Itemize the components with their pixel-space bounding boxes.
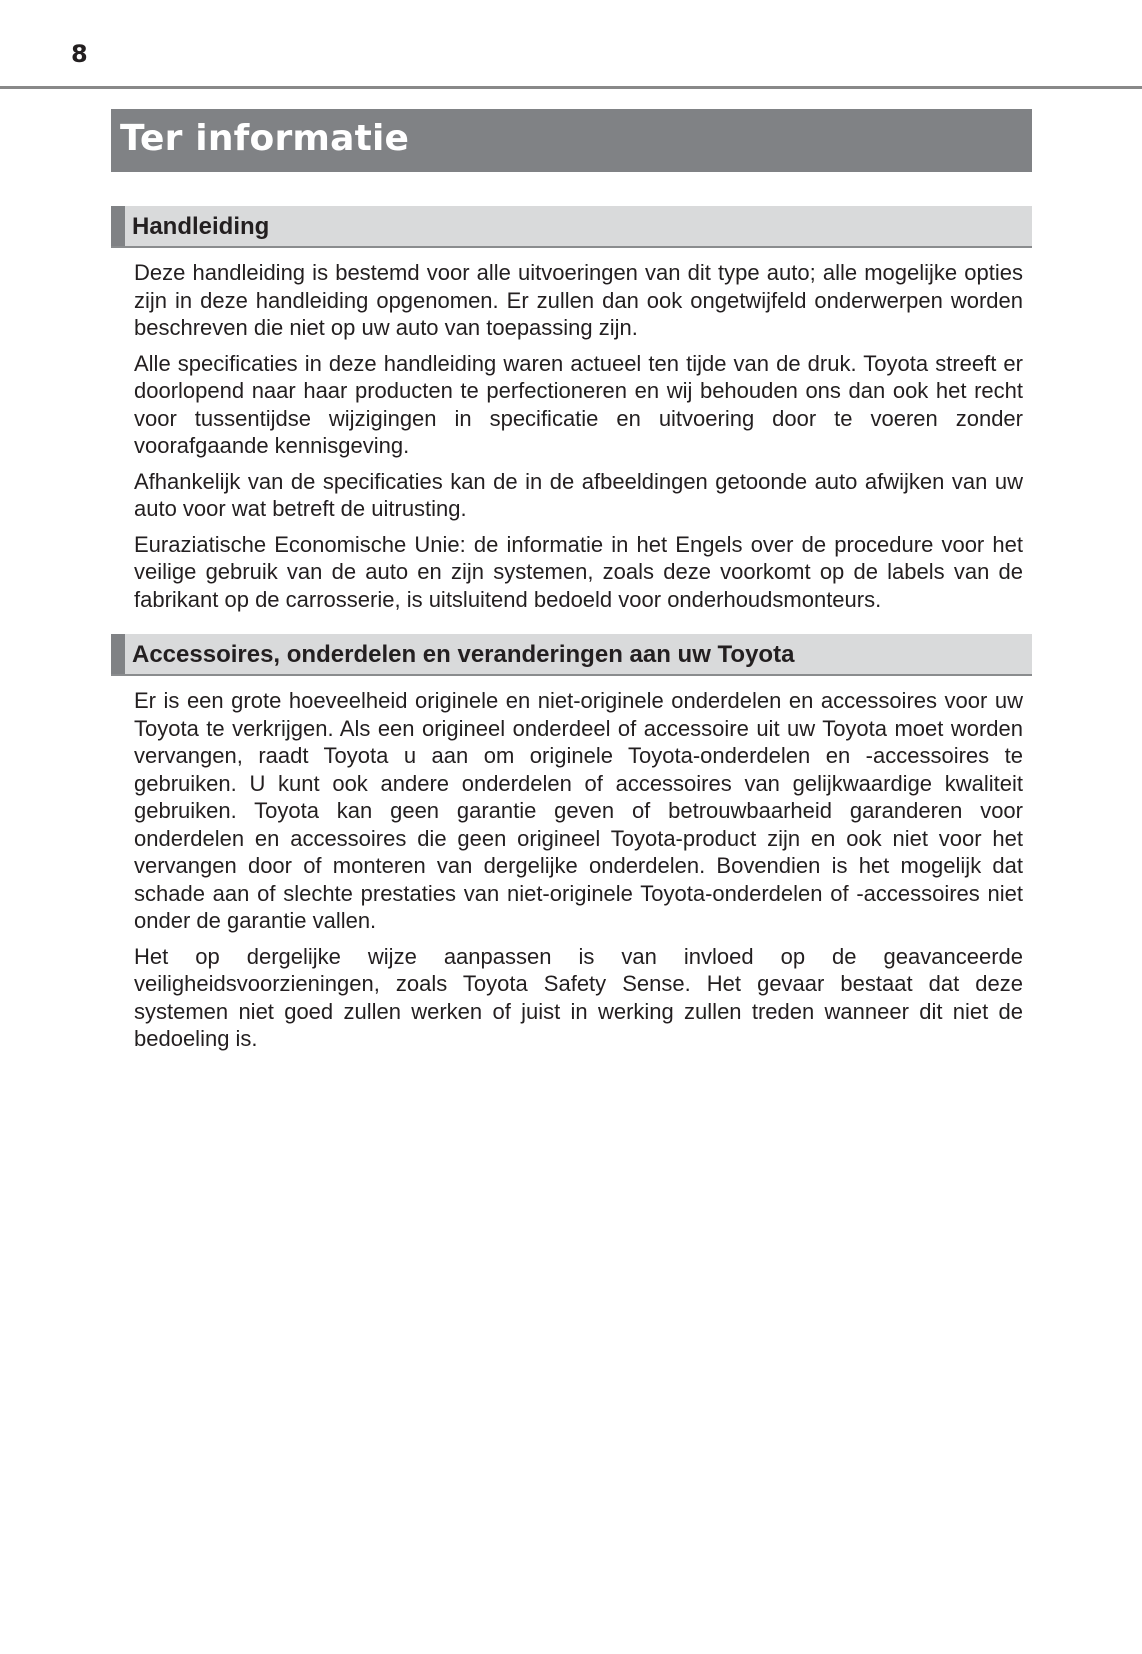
paragraph: Het op dergelijke wijze aanpassen is van invloed op de geavanceerde veiligheidsvoorzieningen, zoals Toyota Safety Sense. Het gevaar bestaat dat deze systemen niet goed zullen werken of juist in werking zullen treden wanneer dit niet de bedoeling is. (134, 943, 1023, 1051)
paragraph: Euraziatische Economische Unie: de informatie in het Engels over de procedure voor het veilige gebruik van de auto en zijn systemen, zoals deze voorkomt op de labels van de fabrikant op de carrosserie, is uitsluitend bedoeld voor onderhoudsmonteurs. (134, 531, 1023, 612)
page-number: 8 (71, 40, 88, 68)
section-marker-bar (111, 206, 125, 246)
section-header-accessoires (111, 634, 1032, 676)
section-body-handleiding (134, 259, 1023, 613)
header-rule (0, 86, 1142, 89)
chapter-title: Ter informatie (120, 118, 410, 159)
section-header-handleiding (111, 206, 1032, 248)
paragraph: Afhankelijk van de specificaties kan de in de afbeeldingen getoonde auto afwijken van uw auto voor wat betreft de uitrusting. (134, 468, 1023, 521)
section-title: Accessoires, onderdelen en veranderingen aan uw Toyota (132, 641, 795, 668)
paragraph: Er is een grote hoeveelheid originele en niet-originele onderdelen en accessoires voor uw Toyota te verkrijgen. Als een origineel onderdeel of accessoire uit uw Toyota moet worden vervangen, raadt Toyota u aan om originele Toyota-onderdelen en -accessoires te gebruiken. U kunt ook andere onderdelen of accessoires van gelijkwaardige kwaliteit gebruiken. Toyota kan geen garantie geven of betrouwbaarheid garanderen voor onderdelen en accessoires die geen origineel Toyota-product zijn en ook niet voor het vervangen door of monteren van dergelijke onderdelen. Bovendien is het mogelijk dat schade aan of slechte prestaties van niet-originele Toyota-onderdelen of -accessoires niet onder de garantie vallen. (134, 688, 1023, 933)
chapter-banner (111, 109, 1032, 172)
section-title: Handleiding (132, 213, 270, 240)
section-body-accessoires (134, 687, 1023, 1053)
paragraph: Deze handleiding is bestemd voor alle uitvoeringen van dit type auto; alle mogelijke opties zijn in deze handleiding opgenomen. Er zullen dan ook ongetwijfeld onderwerpen worden beschreven die niet op uw auto van toepassing zijn. (134, 260, 1023, 340)
section-marker-bar (111, 634, 125, 674)
paragraph: Alle specificaties in deze handleiding waren actueel ten tijde van de druk. Toyota streeft er doorlopend naar haar producten te perfectioneren en wij behouden ons dan ook het recht voor tussentijdse wijzigingen in specificatie en uitvoering door te voeren zonder voorafgaande kennisgeving. (134, 350, 1023, 458)
